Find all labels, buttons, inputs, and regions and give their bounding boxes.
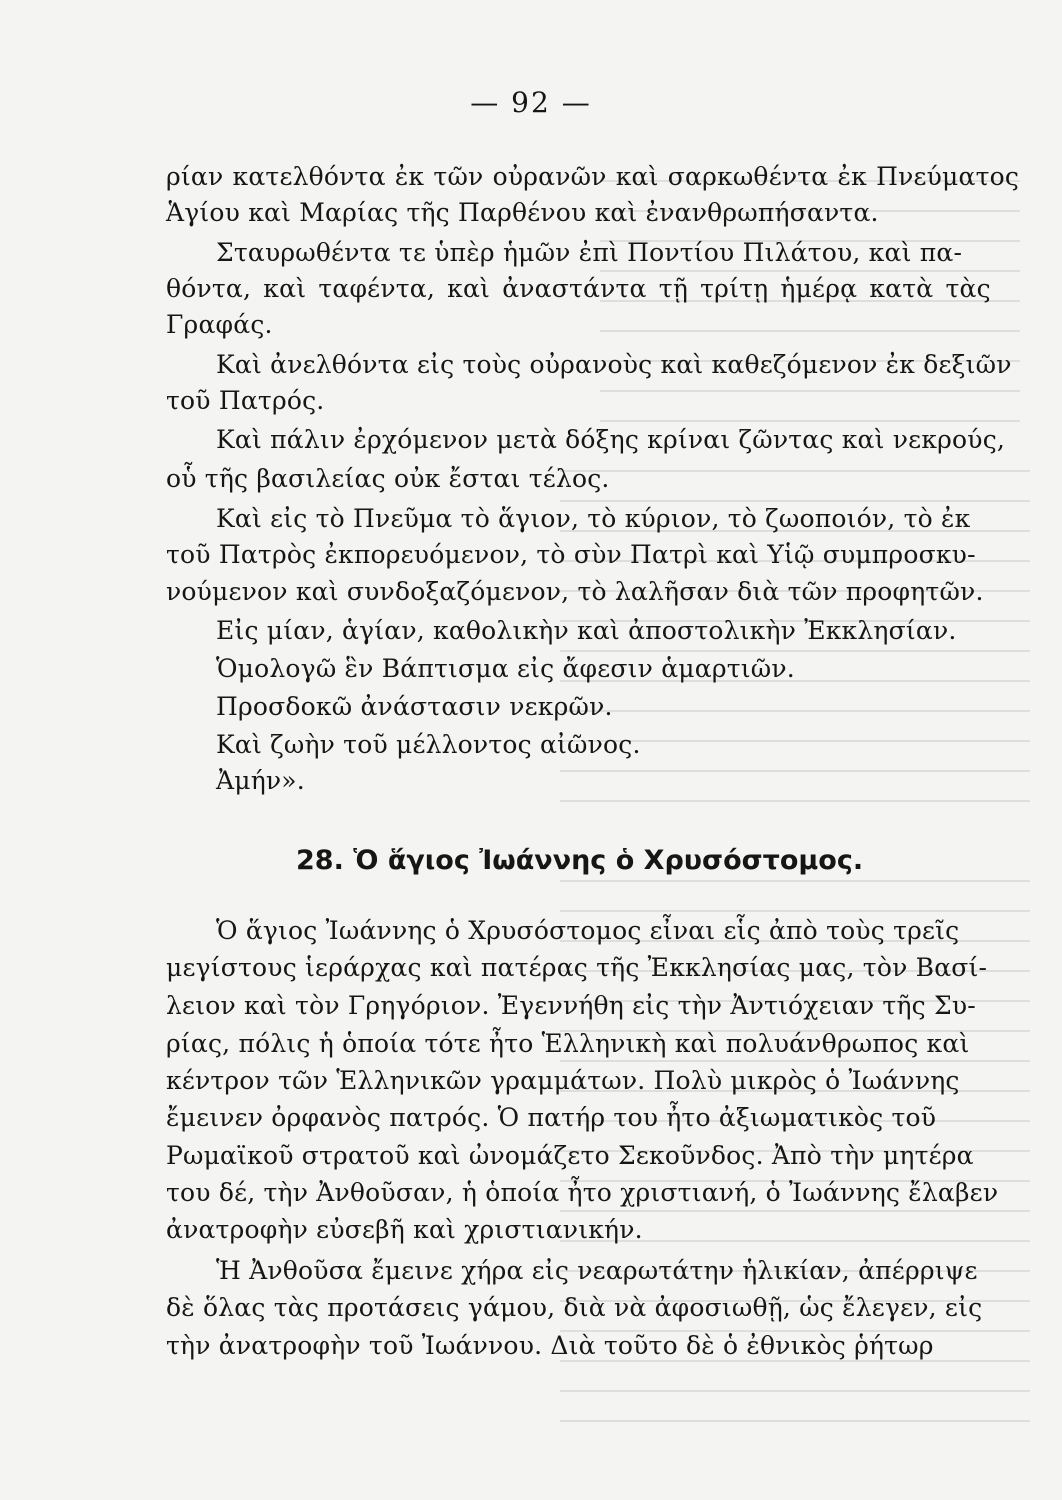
text-line: Καὶ ἀνελθόντα εἰς τοὺς οὐρανοὺς καὶ καθεζόμενον ἐκ δεξιῶν [216,350,1012,379]
text-line: τὴν ἀνατροφὴν τοῦ Ἰωάννου. Διὰ τοῦτο δὲ ὁ ἐθνικὸς ῥήτωρ [166,1331,934,1360]
text-line: ἀνατροφὴν εὐσεβῆ καὶ χριστιανικήν. [166,1215,643,1244]
text-line: ρίας, πόλις ἡ ὁποία τότε ἦτο Ἑλληνικὴ καὶ πολυάνθρωπος καὶ [166,1029,970,1058]
text-line: ἔμεινεν ὀρφανὸς πατρός. Ὁ πατήρ του ἦτο ἀξιωματικὸς τοῦ [166,1103,937,1132]
text-line: Ἡ Ἀνθοῦσα ἔμεινε χήρα εἰς νεαρωτάτην ἡλικίαν, ἀπέρριψε [216,1256,978,1285]
text-line: Εἰς μίαν, ἁγίαν, καθολικὴν καὶ ἀποστολικὴν Ἐκκλησίαν. [216,616,957,645]
text-line: τοῦ Πατρὸς ἐκπορευόμενον, τὸ σὺν Πατρὶ καὶ Υἱῷ συμπροσκυ- [166,540,976,569]
text-line: Προσδοκῶ ἀνάστασιν νεκρῶν. [216,692,613,721]
text-line: Σταυρωθέντα τε ὑπὲρ ἡμῶν ἐπὶ Ποντίου Πιλάτου, καὶ πα- [216,238,963,267]
text-line: Καὶ ζωὴν τοῦ μέλλοντος αἰῶνος. [216,730,641,759]
text-line: Ρωμαϊκοῦ στρατοῦ καὶ ὠνομάζετο Σεκοῦνδος. Ἀπὸ τὴν μητέρα [166,1141,974,1170]
text-line: τοῦ Πατρός. [166,386,325,415]
text-line: θόντα, καὶ ταφέντα, καὶ ἀναστάντα τῇ τρίτῃ ἡμέρᾳ κατὰ τὰς [166,274,991,303]
page-number: — 92 — [470,86,592,119]
text-line: Καὶ εἰς τὸ Πνεῦμα τὸ ἅγιον, τὸ κύριον, τὸ ζωοποιόν, τὸ ἐκ [216,504,971,533]
text-line: δὲ ὅλας τὰς προτάσεις γάμου, διὰ νὰ ἀφοσιωθῇ, ὡς ἔλεγεν, εἰς [166,1293,983,1322]
text-line: μεγίστους ἱεράρχας καὶ πατέρας τῆς Ἐκκλησίας μας, τὸν Βασί- [166,953,988,982]
section-heading: 28. Ὁ ἅγιος Ἰωάννης ὁ Χρυσόστομος. [296,845,864,876]
text-line: Ἀμήν». [216,766,305,795]
text-line: λειον καὶ τὸν Γρηγόριον. Ἐγεννήθη εἰς τὴν Ἀντιόχειαν τῆς Συ- [166,991,976,1020]
text-line: ρίαν κατελθόντα ἐκ τῶν οὐρανῶν καὶ σαρκωθέντα ἐκ Πνεύματος [166,162,1020,191]
text-line: νούμενον καὶ συνδοξαζόμενον, τὸ λαλῆσαν διὰ τῶν προφητῶν. [166,577,984,606]
text-line: Ὁ ἅγιος Ἰωάννης ὁ Χρυσόστομος εἶναι εἷς ἀπὸ τοὺς τρεῖς [216,916,960,945]
text-line: Ἁγίου καὶ Μαρίας τῆς Παρθένου καὶ ἐνανθρωπήσαντα. [166,198,879,227]
text-line: του δέ, τὴν Ἀνθοῦσαν, ἡ ὁποία ἦτο χριστιανή, ὁ Ἰωάννης ἔλαβεν [166,1178,999,1207]
text-line: κέντρον τῶν Ἑλληνικῶν γραμμάτων. Πολὺ μικρὸς ὁ Ἰωάννης [166,1066,960,1095]
text-line: Καὶ πάλιν ἐρχόμενον μετὰ δόξης κρίναι ζῶντας καὶ νεκρούς, [216,425,1006,454]
text-line: Γραφάς. [166,310,273,339]
text-line: οὗ τῆς βασιλείας οὐκ ἔσται τέλος. [166,464,610,493]
text-line: Ὁμολογῶ ἓν Βάπτισμα εἰς ἄφεσιν ἁμαρτιῶν. [216,654,795,683]
